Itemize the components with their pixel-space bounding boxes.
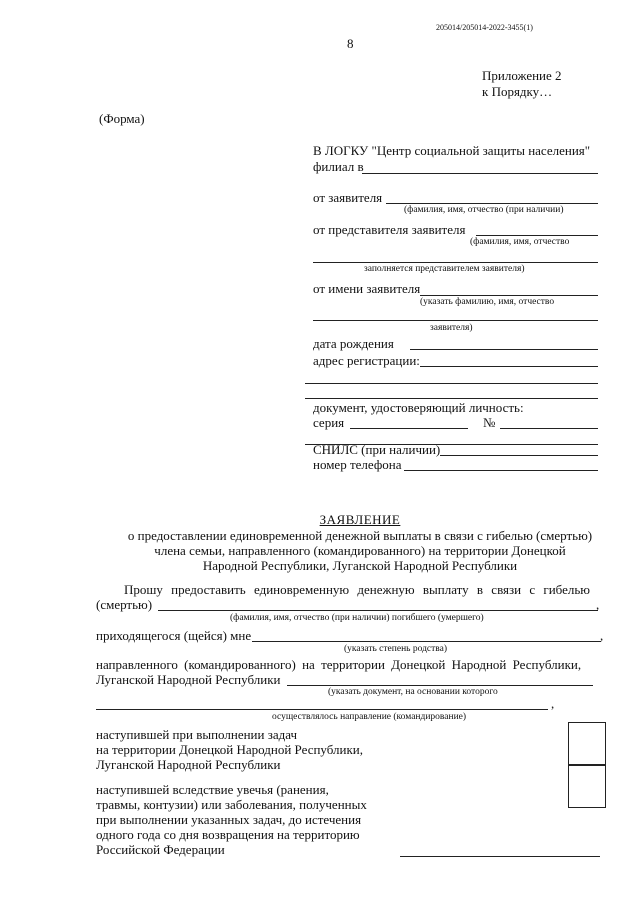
birth-date-field[interactable] — [410, 349, 598, 350]
on-behalf-label: от имени заявителя — [313, 281, 421, 296]
addressee-title: В ЛОГКУ "Центр социальной защиты населения" — [313, 143, 591, 158]
basis-document-field-2[interactable] — [96, 709, 548, 710]
phone-label: номер телефона — [313, 457, 402, 472]
basis-document-field[interactable] — [287, 685, 593, 686]
appendix-line-1: Приложение 2 — [482, 68, 562, 83]
statement-body-line-3: приходящегося (щейся) мне — [96, 628, 252, 643]
series-label: серия — [313, 415, 345, 430]
document-code: 205014/205014-2022-3455(1) — [436, 23, 533, 32]
comma-1: , — [596, 597, 600, 612]
statement-body-line-5: Луганской Народной Республики — [96, 672, 281, 687]
snils-label: СНИЛС (при наличии) — [313, 442, 441, 457]
on-behalf-field-2[interactable] — [313, 320, 598, 321]
representative-name-hint: (фамилия, имя, отчество — [470, 237, 570, 247]
kinship-hint: (указать степень родства) — [344, 644, 448, 654]
signature-field[interactable] — [400, 856, 600, 857]
deceased-name-hint: (фамилия, имя, отчество (при наличии) погибшего (умершего) — [230, 613, 484, 623]
statement-subtitle-2: члена семьи, направленного (командированного) на территории Донецкой — [154, 543, 566, 558]
statement-body-line-1: Прошу предоставить единовременную денежную выплату в связи с гибелью — [124, 582, 591, 597]
from-representative-label: от представителя заявителя — [313, 222, 466, 237]
option-2-checkbox[interactable] — [568, 764, 606, 808]
option-2-line-2: травмы, контузии) или заболевания, полученных — [96, 797, 367, 812]
on-behalf-hint: (указать фамилию, имя, отчество — [420, 297, 555, 307]
option-1-checkbox[interactable] — [568, 722, 606, 766]
branch-field[interactable] — [362, 173, 598, 174]
representative-name-field-2[interactable] — [313, 262, 598, 263]
basis-document-hint: (указать документ, на основании которого — [328, 687, 498, 697]
registration-address-field[interactable] — [420, 366, 598, 367]
representative-name-field[interactable] — [476, 235, 598, 236]
option-2-line-3: при выполнении указанных задач, до истечения — [96, 812, 362, 827]
filled-by-representative-hint: заполняется представителем заявителя) — [364, 264, 525, 274]
series-field[interactable] — [350, 428, 468, 429]
option-1-line-2: на территории Донецкой Народной Республики, — [96, 742, 364, 757]
on-behalf-field[interactable] — [420, 295, 598, 296]
option-1-line-3: Луганской Народной Республики — [96, 757, 281, 772]
applicant-name-hint: (фамилия, имя, отчество (при наличии) — [404, 205, 564, 215]
option-2-line-4: одного года со дня возвращения на территорию — [96, 827, 360, 842]
statement-title: ЗАЯВЛЕНИЕ — [319, 512, 401, 527]
deceased-name-field[interactable] — [158, 610, 598, 611]
snils-field[interactable] — [440, 455, 598, 456]
statement-subtitle-1: о предоставлении единовременной денежной выплаты в связи с гибелью (смертью) — [127, 528, 593, 543]
from-applicant-label: от заявителя — [313, 190, 383, 205]
applicant-name-field[interactable] — [386, 203, 598, 204]
birth-date-label: дата рождения — [313, 336, 394, 351]
registration-address-field-3[interactable] — [305, 398, 598, 399]
comma-2: , — [600, 628, 604, 643]
number-sign: № — [483, 415, 496, 430]
phone-field[interactable] — [404, 470, 598, 471]
option-1-line-1: наступившей при выполнении задач — [96, 727, 298, 742]
option-2-line-5: Российской Федерации — [96, 842, 225, 857]
statement-body-line-4: направленного (командированного) на территории Донецкой Народной Республики, — [96, 657, 582, 672]
form-label: (Форма) — [99, 111, 145, 126]
option-2-line-1: наступившей вследствие увечья (ранения, — [96, 782, 329, 797]
comma-3: , — [551, 696, 555, 711]
on-behalf-hint-2: заявителя) — [430, 323, 473, 333]
registration-address-field-2[interactable] — [305, 383, 598, 384]
statement-body-line-2: (смертью) — [96, 597, 153, 612]
kinship-field[interactable] — [252, 641, 601, 642]
id-document-label: документ, удостоверяющий личность: — [313, 400, 524, 415]
appendix-line-2: к Порядку… — [482, 84, 553, 99]
basis-document-hint-2: осуществлялось направление (командирование) — [272, 712, 467, 722]
registration-address-label: адрес регистрации: — [313, 353, 420, 368]
id-number-field[interactable] — [500, 428, 598, 429]
statement-subtitle-3: Народной Республики, Луганской Народной Республики — [202, 558, 518, 573]
branch-label: филиал в — [313, 159, 364, 174]
page-number: 8 — [347, 36, 354, 51]
